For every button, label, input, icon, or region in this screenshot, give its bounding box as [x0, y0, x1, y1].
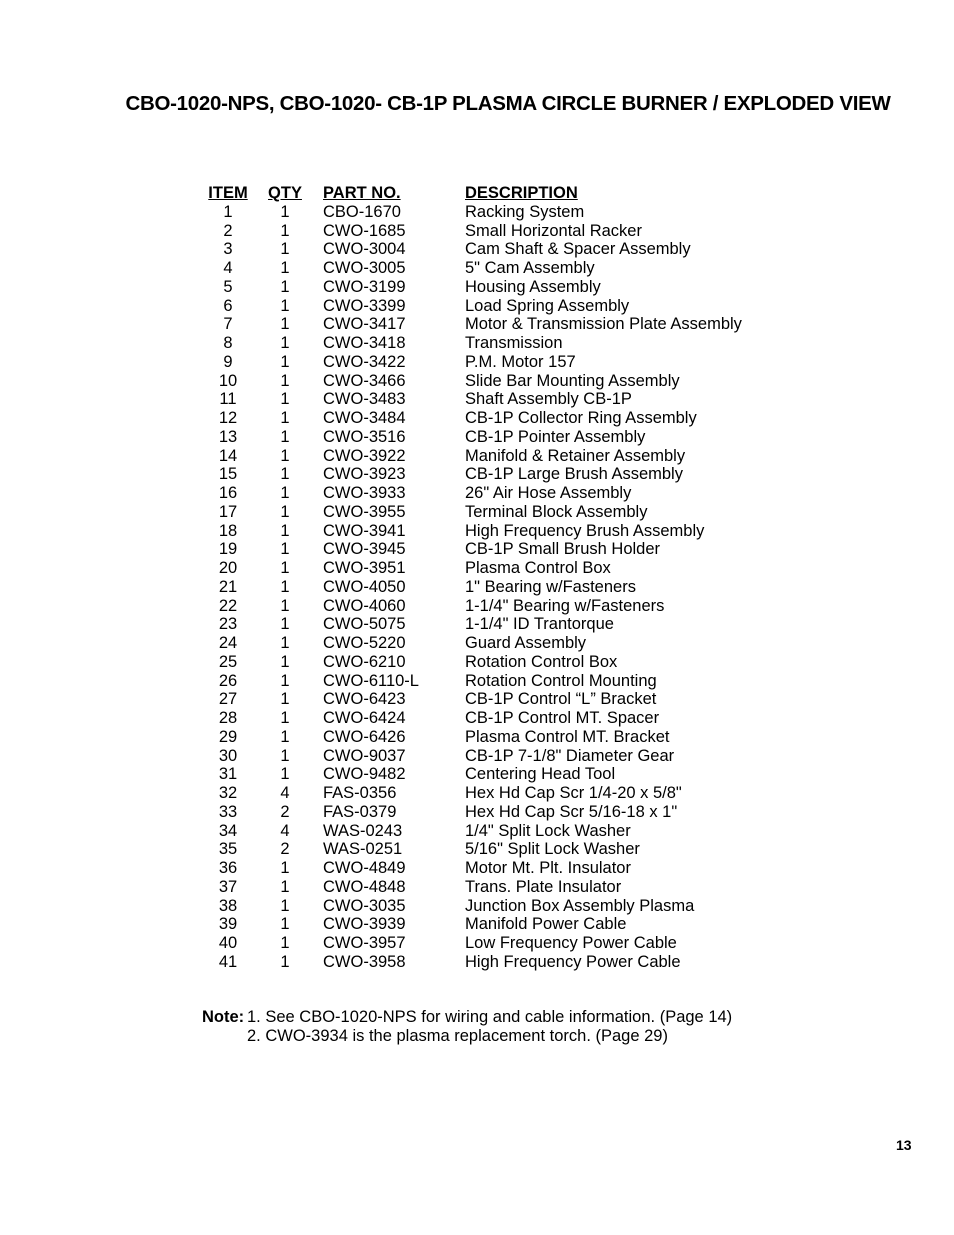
qty-cell: 1 [280, 634, 290, 652]
page-title: CBO-1020-NPS, CBO-1020- CB-1P PLASMA CIRCLE BURNER / EXPLODED VIEW [125, 92, 891, 115]
part-number-cell: CWO-3417 [323, 315, 406, 334]
qty-cell: 1 [280, 259, 290, 277]
item-cell: 8 [223, 334, 233, 352]
item-cell: 37 [218, 877, 238, 896]
column-header-part-no: PART NO. [323, 184, 401, 202]
part-number-cell: CWO-3418 [323, 334, 406, 352]
part-number-cell: CBO-1670 [323, 202, 401, 221]
description-cell: Centering Head Tool [465, 765, 616, 784]
item-cell: 23 [218, 615, 238, 634]
note-text: 1. See CBO-1020-NPS for wiring and cable information. (Page 14) [247, 1008, 733, 1026]
item-cell: 2 [223, 221, 233, 240]
qty-cell: 1 [280, 859, 290, 877]
part-number-cell: CWO-3483 [323, 390, 406, 409]
item-cell: 35 [218, 840, 238, 859]
qty-cell: 1 [280, 315, 290, 334]
qty-cell: 1 [280, 446, 290, 465]
part-number-cell: CWO-3484 [323, 409, 406, 427]
qty-cell: 1 [280, 615, 290, 634]
qty-cell: 1 [280, 559, 290, 577]
item-cell: 12 [218, 409, 238, 427]
description-cell: 5/16" Split Lock Washer [465, 840, 640, 859]
qty-cell: 1 [280, 746, 290, 765]
description-cell: Plasma Control MT. Bracket [465, 727, 670, 746]
item-cell: 7 [223, 315, 233, 334]
item-cell: 31 [218, 765, 238, 784]
item-cell: 3 [223, 240, 233, 259]
part-number-cell: CWO-4060 [323, 596, 406, 615]
part-number-cell: CWO-3957 [323, 934, 406, 952]
qty-cell: 1 [280, 540, 290, 559]
description-cell: 1-1/4" ID Trantorque [465, 615, 614, 634]
part-number-cell: CWO-3035 [323, 896, 406, 915]
qty-cell: 2 [280, 840, 290, 859]
qty-cell: 4 [280, 784, 290, 802]
note-text: 2. CWO-3934 is the plasma replacement torch. (Page 29) [247, 1027, 668, 1045]
item-cell: 41 [218, 952, 238, 971]
item-cell: 20 [218, 559, 238, 577]
qty-cell: 1 [280, 765, 290, 784]
part-number-cell: CWO-3939 [323, 915, 406, 934]
qty-cell: 1 [280, 484, 290, 502]
part-number-cell: CWO-3923 [323, 465, 406, 484]
part-number-cell: CWO-3951 [323, 559, 406, 577]
qty-cell: 1 [280, 296, 290, 315]
part-number-cell: CWO-3945 [323, 540, 406, 559]
description-cell: Transmission [465, 334, 563, 352]
qty-cell: 1 [280, 277, 290, 296]
part-number-cell: CWO-4050 [323, 577, 406, 596]
part-number-cell: CWO-9037 [323, 746, 406, 765]
qty-cell: 1 [280, 709, 290, 727]
description-cell: CB-1P 7-1/8" Diameter Gear [465, 746, 675, 765]
qty-cell: 1 [280, 390, 290, 409]
part-number-cell: CWO-3466 [323, 371, 406, 390]
description-cell: Load Spring Assembly [465, 296, 630, 315]
item-cell: 21 [218, 577, 238, 596]
description-cell: 26" Air Hose Assembly [465, 484, 632, 502]
description-cell: High Frequency Power Cable [465, 952, 681, 971]
column-header-description: DESCRIPTION [465, 184, 578, 202]
qty-cell: 1 [280, 952, 290, 971]
part-number-cell: CWO-6426 [323, 727, 406, 746]
description-cell: Hex Hd Cap Scr 1/4-20 x 5/8" [465, 784, 682, 802]
item-cell: 40 [218, 934, 238, 952]
qty-cell: 1 [280, 652, 290, 671]
part-number-cell: CWO-3516 [323, 427, 406, 446]
item-cell: 11 [219, 390, 237, 409]
qty-cell: 1 [280, 352, 290, 371]
part-number-cell: CWO-3958 [323, 952, 406, 971]
description-cell: Plasma Control Box [465, 559, 611, 577]
column-header-qty: QTY [268, 184, 302, 202]
description-cell: Housing Assembly [465, 277, 601, 296]
description-cell: CB-1P Large Brush Assembly [465, 465, 683, 484]
item-cell: 38 [218, 896, 238, 915]
description-cell: Terminal Block Assembly [465, 502, 648, 521]
part-number-cell: WAS-0243 [323, 821, 403, 840]
part-number-cell: FAS-0356 [323, 784, 397, 802]
part-number-cell: CWO-3399 [323, 296, 406, 315]
qty-cell: 1 [280, 915, 290, 934]
description-cell: 1/4" Split Lock Washer [465, 821, 631, 840]
description-cell: CB-1P Collector Ring Assembly [465, 409, 697, 427]
qty-cell: 1 [280, 240, 290, 259]
description-cell: Racking System [465, 202, 585, 221]
qty-cell: 1 [280, 465, 290, 484]
description-cell: Rotation Control Mounting [465, 671, 657, 690]
description-cell: Manifold & Retainer Assembly [465, 446, 686, 465]
item-cell: 39 [218, 915, 238, 934]
part-number-cell: CWO-3955 [323, 502, 406, 521]
qty-cell: 1 [280, 371, 290, 390]
part-number-cell: CWO-3005 [323, 259, 406, 277]
note-label: Note: [202, 1008, 245, 1026]
qty-cell: 1 [280, 690, 290, 709]
description-cell: Hex Hd Cap Scr 5/16-18 x 1" [465, 802, 678, 821]
qty-cell: 1 [280, 896, 290, 915]
item-cell: 27 [218, 690, 238, 709]
description-cell: Motor & Transmission Plate Assembly [465, 315, 742, 334]
description-cell: 1-1/4" Bearing w/Fasteners [465, 596, 665, 615]
part-number-cell: CWO-3199 [323, 277, 406, 296]
item-cell: 19 [218, 540, 238, 559]
part-number-cell: CWO-6210 [323, 652, 406, 671]
description-cell: Slide Bar Mounting Assembly [465, 371, 680, 390]
part-number-cell: CWO-1685 [323, 221, 406, 240]
part-number-cell: CWO-6110-L [323, 671, 419, 690]
description-cell: Small Horizontal Racker [465, 221, 642, 240]
part-number-cell: CWO-3933 [323, 484, 406, 502]
description-cell: Guard Assembly [465, 634, 587, 652]
qty-cell: 1 [280, 577, 290, 596]
item-cell: 26 [218, 671, 238, 690]
part-number-cell: WAS-0251 [323, 840, 403, 859]
qty-cell: 1 [280, 671, 290, 690]
item-cell: 28 [218, 709, 238, 727]
description-cell: Low Frequency Power Cable [465, 934, 677, 952]
description-cell: 1" Bearing w/Fasteners [465, 577, 636, 596]
item-cell: 10 [218, 371, 238, 390]
part-number-cell: CWO-3004 [323, 240, 406, 259]
item-cell: 18 [218, 521, 238, 540]
item-cell: 30 [218, 746, 238, 765]
part-number-cell: CWO-5075 [323, 615, 406, 634]
item-cell: 16 [218, 484, 238, 502]
description-cell: P.M. Motor 157 [465, 352, 576, 371]
part-number-cell: FAS-0379 [323, 802, 397, 821]
qty-cell: 1 [280, 409, 290, 427]
part-number-cell: CWO-4848 [323, 877, 406, 896]
qty-cell: 1 [280, 727, 290, 746]
item-cell: 15 [218, 465, 238, 484]
qty-cell: 2 [280, 802, 290, 821]
description-cell: 5" Cam Assembly [465, 259, 595, 277]
item-cell: 32 [218, 784, 238, 802]
item-cell: 17 [218, 502, 238, 521]
description-cell: CB-1P Pointer Assembly [465, 427, 646, 446]
qty-cell: 1 [280, 202, 290, 221]
item-cell: 25 [218, 652, 238, 671]
part-number-cell: CWO-5220 [323, 634, 406, 652]
item-cell: 1 [223, 202, 233, 221]
description-cell: Manifold Power Cable [465, 915, 627, 934]
description-cell: Junction Box Assembly Plasma [465, 896, 695, 915]
item-cell: 36 [218, 859, 238, 877]
part-number-cell: CWO-3922 [323, 446, 406, 465]
part-number-cell: CWO-3422 [323, 352, 406, 371]
description-cell: Rotation Control Box [465, 652, 618, 671]
part-number-cell: CWO-4849 [323, 859, 406, 877]
part-number-cell: CWO-9482 [323, 765, 406, 784]
item-cell: 13 [218, 427, 238, 446]
item-cell: 29 [218, 727, 238, 746]
item-cell: 33 [218, 802, 238, 821]
description-cell: Cam Shaft & Spacer Assembly [465, 240, 691, 259]
description-cell: Trans. Plate Insulator [465, 877, 622, 896]
description-cell: CB-1P Control “L” Bracket [465, 690, 657, 709]
description-cell: Motor Mt. Plt. Insulator [465, 859, 631, 877]
description-cell: CB-1P Control MT. Spacer [465, 709, 660, 727]
qty-cell: 1 [280, 221, 290, 240]
item-cell: 6 [223, 296, 233, 315]
qty-cell: 1 [280, 934, 290, 952]
item-cell: 24 [218, 634, 238, 652]
item-cell: 4 [223, 259, 233, 277]
qty-cell: 1 [280, 596, 290, 615]
item-cell: 34 [218, 821, 238, 840]
part-number-cell: CWO-6423 [323, 690, 406, 709]
part-number-cell: CWO-6424 [323, 709, 406, 727]
item-cell: 5 [223, 277, 233, 296]
item-cell: 14 [218, 446, 238, 465]
item-cell: 22 [218, 596, 238, 615]
item-cell: 9 [223, 352, 233, 371]
qty-cell: 1 [280, 877, 290, 896]
page-number: 13 [896, 1137, 912, 1153]
description-cell: CB-1P Small Brush Holder [465, 540, 661, 559]
column-header-item: ITEM [208, 184, 248, 202]
description-cell: Shaft Assembly CB-1P [465, 390, 632, 409]
qty-cell: 1 [280, 521, 290, 540]
qty-cell: 1 [280, 502, 290, 521]
qty-cell: 4 [280, 821, 290, 840]
part-number-cell: CWO-3941 [323, 521, 406, 540]
qty-cell: 1 [280, 334, 290, 352]
description-cell: High Frequency Brush Assembly [465, 521, 705, 540]
qty-cell: 1 [280, 427, 290, 446]
